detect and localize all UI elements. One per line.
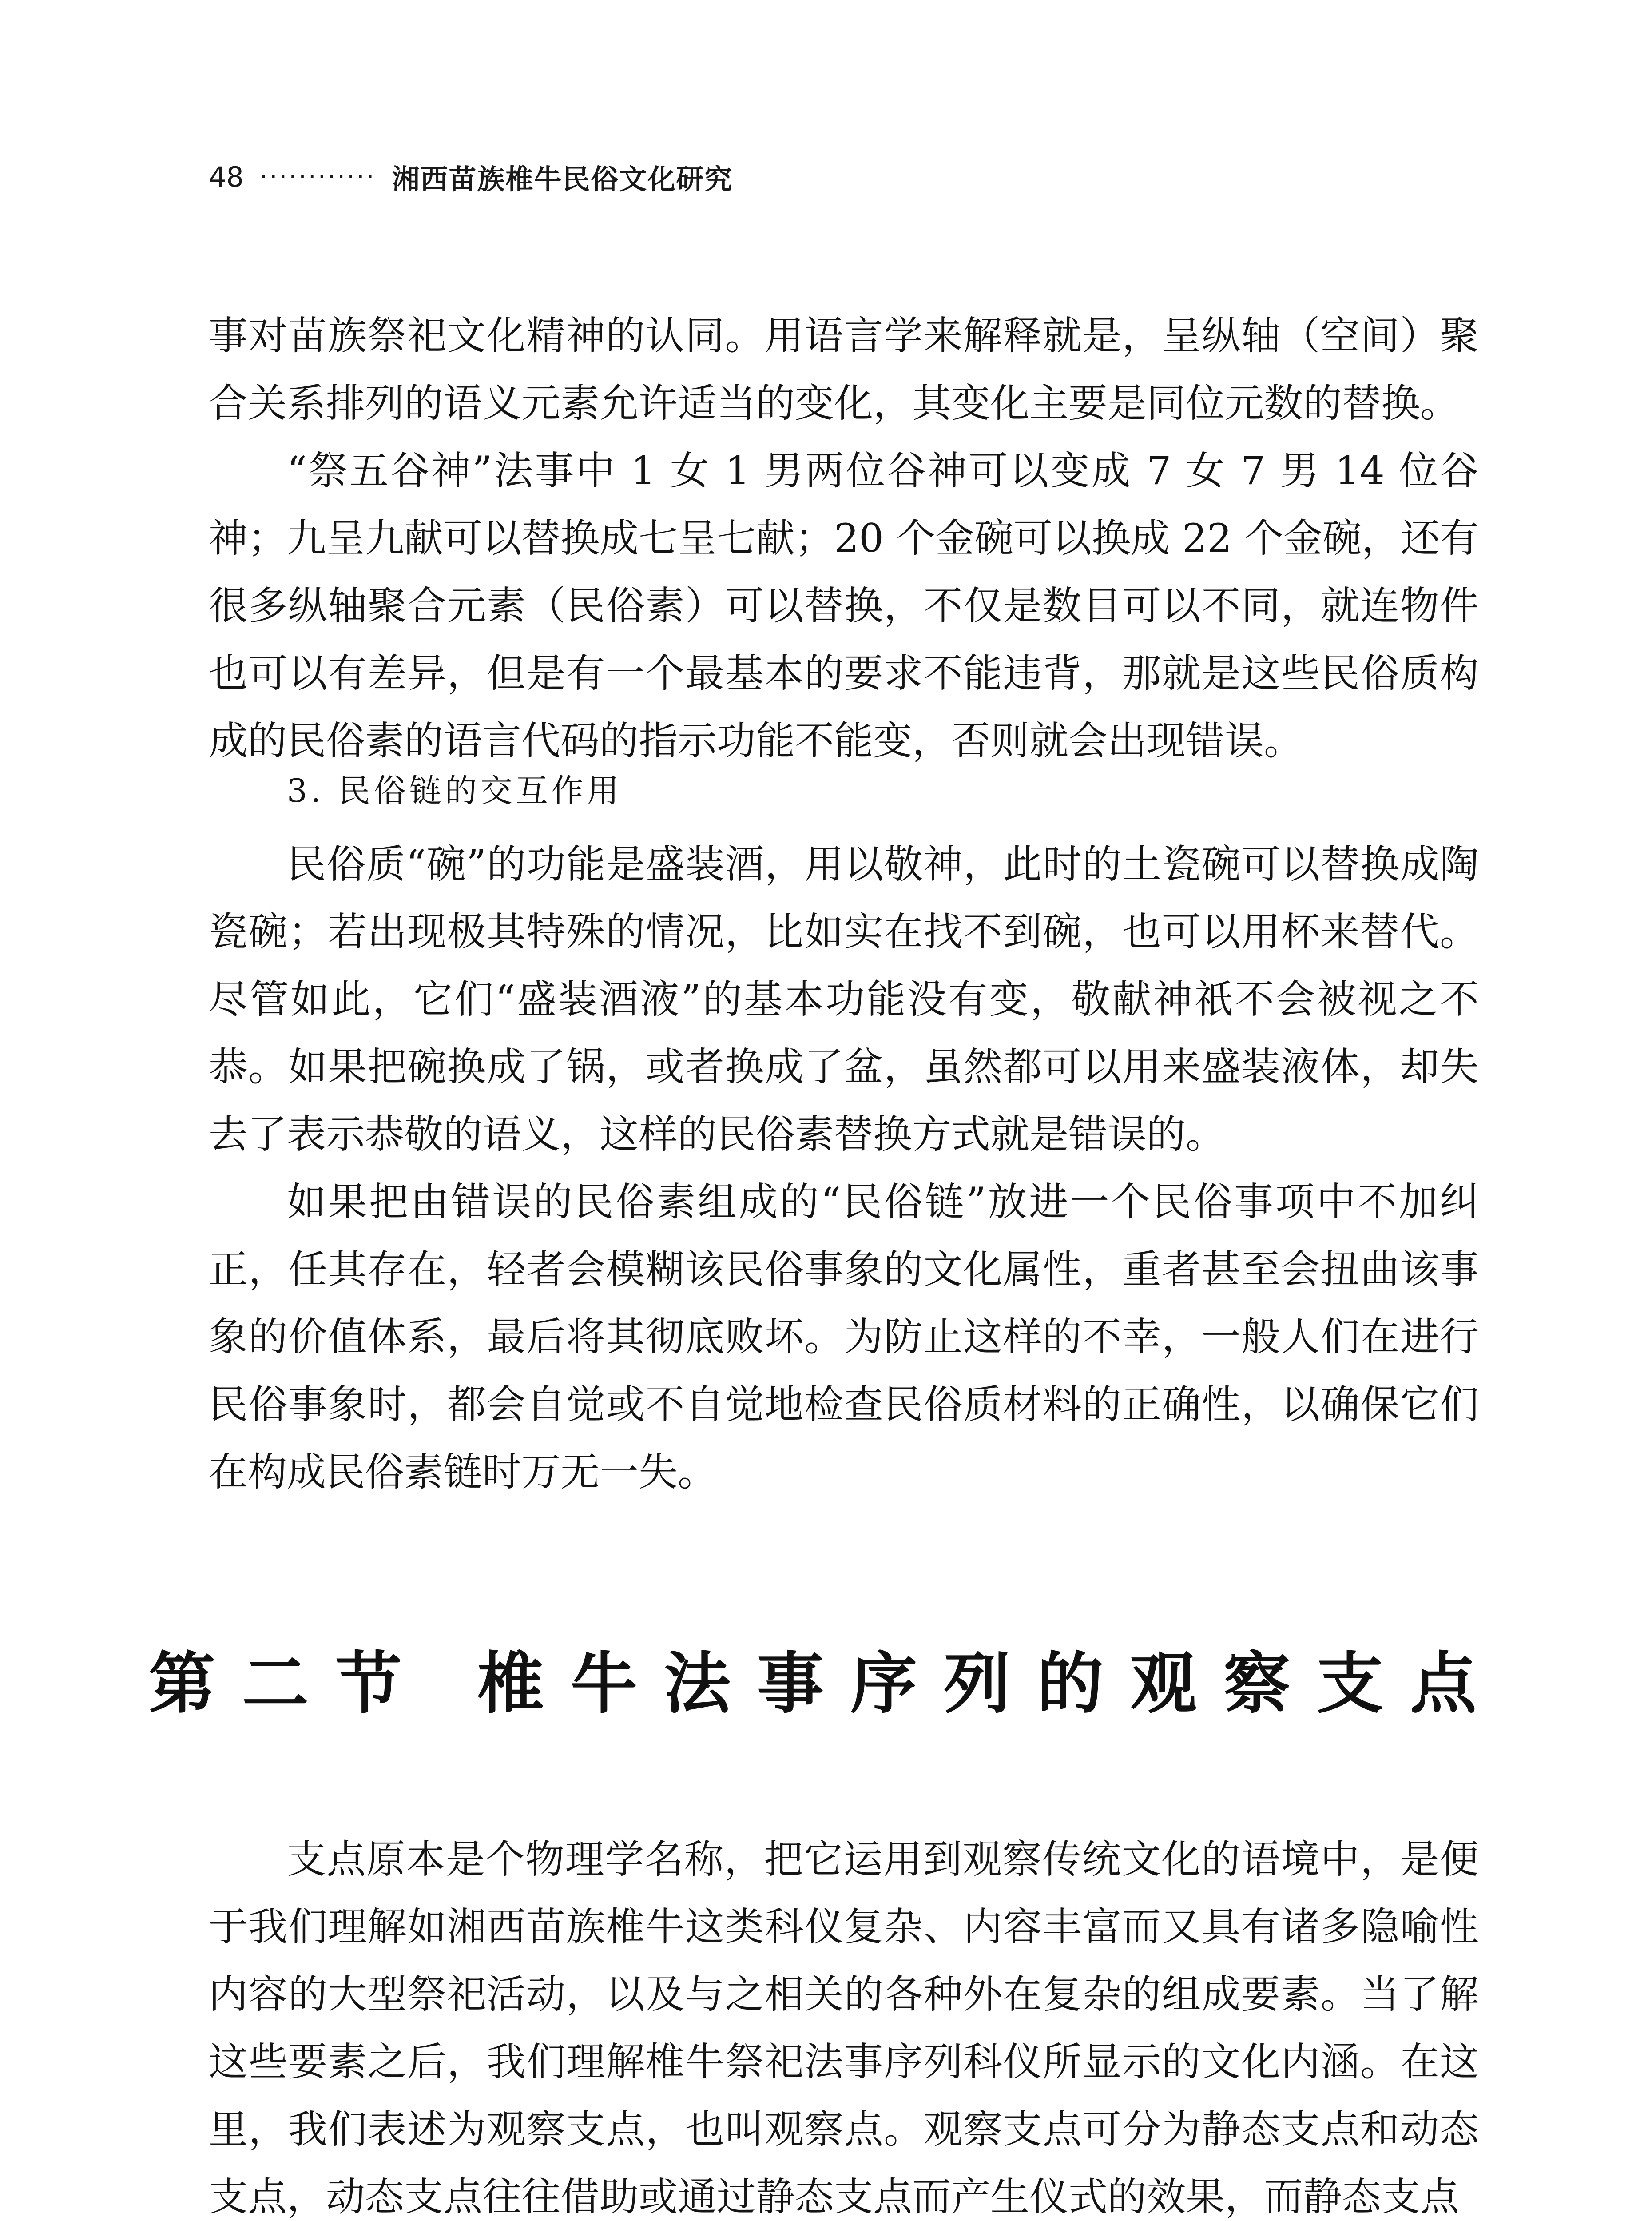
paragraph: 如果把由错误的民俗素组成的“民俗链”放进一个民俗事项中不加纠正，任其存在，轻者会模糊该民俗事象的文化属性，重者甚至会扭曲该事象的价值体系，最后将其彻底败坏。为防止这样的不幸，一般人们在进行民俗事象时，都会自觉或不自觉地检查民俗质材料的正确性，以确保它们在构成民俗素链时万无一失。 (209, 1179, 1479, 1495)
body-text-middle (209, 831, 1479, 1506)
section-title: 椎牛法事序列的观察支点 (477, 1644, 1504, 1723)
running-header (209, 150, 733, 203)
section-label: 第二节 (148, 1644, 429, 1723)
paragraph: 支点原本是个物理学名称，把它运用到观察传统文化的语境中，是便于我们理解如湘西苗族椎牛这类科仪复杂、内容丰富而又具有诸多隐喻性内容的大型祭祀活动，以及与之相关的各种外在复杂的组成要素。当了解这些要素之后，我们理解椎牛祭祀法事序列科仪所显示的文化内涵。在这里，我们表述为观察支点，也叫观察点。观察支点可分为静态支点和动态支点，动态支点往往借助或通过静态支点而产生仪式的效果，而静态支点 (209, 1836, 1479, 2220)
paragraph: “祭五谷神”法事中 1 女 1 男两位谷神可以变成 7 女 7 男 14 位谷神；九呈九献可以替换成七呈七献；20 个金碗可以换成 22 个金碗，还有很多纵轴聚合元素（民俗素）可以替换，不仅是数目可以不同，就连物件也可以有差异，但是有一个最基本的要求不能违背，那就是这些民俗质构成的民俗素的语言代码的指示功能不能变，否则就会出现错误。 (209, 448, 1479, 764)
page-number: 48 (209, 160, 244, 193)
subheading: 3. 民俗链的交互作用 (287, 772, 623, 809)
section-heading (0, 1639, 1652, 1728)
header-leader-dots: ············ (259, 162, 376, 191)
paragraph: 民俗质“碗”的功能是盛装酒，用以敬神，此时的土瓷碗可以替换成陶瓷碗；若出现极其特殊的情况，比如实在找不到碗，也可以用杯来替代。尽管如此，它们“盛装酒液”的基本功能没有变，敬献神祇不会被视之不恭。如果把碗换成了锅，或者换成了盆，虽然都可以用来盛装液体，却失去了表示恭敬的语义，这样的民俗素替换方式就是错误的。 (209, 841, 1479, 1157)
body-text-bottom (209, 1826, 1479, 2221)
running-header-title: 湘西苗族椎牛民俗文化研究 (392, 163, 733, 195)
body-text-top (209, 302, 1479, 775)
paragraph-continued: 事对苗族祭祀文化精神的认同。用语言学来解释就是，呈纵轴（空间）聚合关系排列的语义元素允许适当的变化，其变化主要是同位元数的替换。 (209, 313, 1479, 426)
